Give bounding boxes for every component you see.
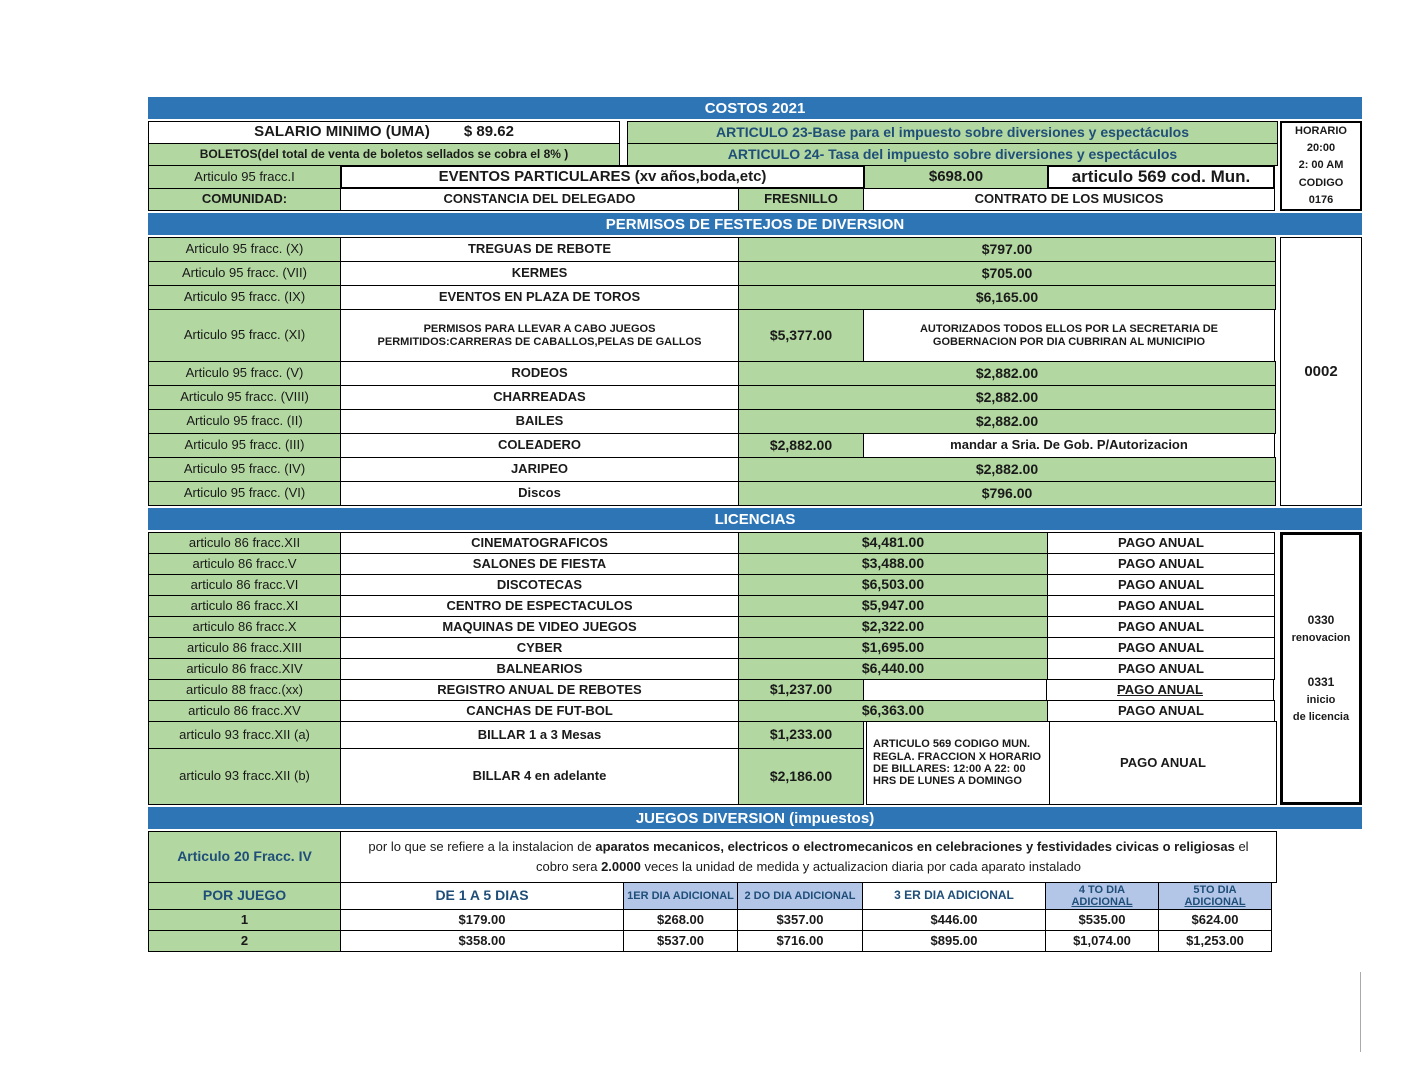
articulo-cell: articulo 93 fracc.XII (a) [148, 721, 341, 749]
eventos-particulares-row [148, 165, 1278, 189]
permisos-section [148, 237, 1362, 506]
concepto-cell: TREGUAS DE REBOTE [340, 237, 739, 262]
juegos-data-row [148, 930, 1278, 952]
articulo-cell: articulo 93 fracc.XII (b) [148, 748, 341, 805]
precio-cell: $2,882.00 [738, 409, 1276, 434]
articulo-cell: Articulo 95 fracc. (V) [148, 361, 341, 386]
precio-cell: $4,481.00 [738, 532, 1048, 554]
salario-value: $ 89.62 [463, 123, 514, 141]
concepto-cell: CYBER [340, 637, 739, 659]
codigo-0002: 0002 [1304, 362, 1338, 380]
pago-anual-cell: PAGO ANUAL [1047, 553, 1275, 575]
juegos-header-row [148, 882, 1278, 910]
desc-text-bold: 2.0000 [601, 859, 641, 875]
header-por-juego: POR JUEGO [148, 882, 341, 910]
precio-cell: $796.00 [738, 481, 1276, 506]
permiso-row [148, 237, 1278, 262]
salario-label: SALARIO MINIMO (UMA) [254, 123, 430, 141]
permisos-banner: PERMISOS DE FESTEJOS DE DIVERSION [148, 213, 1362, 235]
permiso-row [148, 285, 1278, 310]
precio-cell: $3,488.00 [738, 553, 1048, 575]
concepto-cell: JARIPEO [340, 457, 739, 482]
concepto-cell: BILLAR 1 a 3 Mesas [340, 721, 739, 749]
articulo-cell: articulo 86 fracc.XIV [148, 658, 341, 680]
concepto-line: PERMISOS PARA LLEVAR A CABO JUEGOS [423, 323, 656, 336]
concepto-cell: CANCHAS DE FUT-BOL [340, 700, 739, 722]
articulo-cell: articulo 86 fracc.XIII [148, 637, 341, 659]
desc-text: el cobro sera [536, 839, 1249, 875]
billar-row-a [148, 721, 866, 749]
contrato-musicos-cell: CONTRATO DE LOS MUSICOS [863, 188, 1275, 211]
concepto-cell: CENTRO DE ESPECTACULOS [340, 595, 739, 617]
precio-cell: $895.00 [862, 930, 1046, 952]
articulo-cell: articulo 86 fracc.XI [148, 595, 341, 617]
precio-cell: $1,237.00 [738, 679, 864, 701]
billar-rows [148, 721, 866, 805]
fresnillo-cell: FRESNILLO [738, 188, 864, 211]
precio-cell: $1,233.00 [738, 721, 864, 749]
precio-cell: $624.00 [1158, 909, 1272, 931]
articulo-cell: Articulo 95 fracc. (VIII) [148, 385, 341, 410]
precio-cell: $1,253.00 [1158, 930, 1272, 952]
pago-anual-cell: PAGO ANUAL [1047, 616, 1275, 638]
concepto-cell: DISCOTECAS [340, 574, 739, 596]
articulo-cell: articulo 86 fracc.X [148, 616, 341, 638]
juegos-banner: JUEGOS DIVERSION (impuestos) [148, 807, 1362, 829]
header-dia3: 3 ER DIA ADICIONAL [862, 882, 1046, 910]
permiso-row [148, 409, 1278, 434]
articulo-cell: Articulo 95 fracc. (III) [148, 433, 341, 458]
empty-cell [863, 679, 1047, 701]
articulo-cell: articulo 86 fracc.XV [148, 700, 341, 722]
articulo-cell: Articulo 95 fracc. (IX) [148, 285, 341, 310]
articulo-cell: Articulo 95 fracc. (XI) [148, 309, 341, 362]
articulo-cell: Articulo 95 fracc. (X) [148, 237, 341, 262]
concepto-line: PERMITIDOS:CARRERAS DE CABALLOS,PELAS DE GALLOS [377, 335, 702, 348]
concepto-cell: CINEMATOGRAFICOS [340, 532, 739, 554]
pago-anual-cell: PAGO ANUAL [1049, 721, 1277, 805]
precio-cell: $2,882.00 [738, 457, 1276, 482]
precio-cell: $5,377.00 [738, 309, 864, 362]
precio-cell: $797.00 [738, 237, 1276, 262]
precio-cell: $1,695.00 [738, 637, 1048, 659]
juegos-data-row [148, 909, 1278, 931]
precio-cell: $358.00 [340, 930, 624, 952]
licencia-row [148, 574, 1278, 596]
articulo-cell: articulo 88 fracc.(xx) [148, 679, 341, 701]
licencia-row [148, 658, 1278, 680]
nota-line: HRS DE LUNES A DOMINGO [873, 775, 1022, 788]
precio-cell: $2,882.00 [738, 361, 1276, 386]
codigo-municipal-cell: articulo 569 cod. Mun. [1047, 165, 1275, 189]
concepto-cell: BILLAR 4 en adelante [340, 748, 739, 805]
header-dia4 [1045, 882, 1159, 910]
permiso-row [148, 385, 1278, 410]
pago-anual-text: PAGO ANUAL [1117, 681, 1203, 697]
concepto-cell: COLEADERO [340, 433, 739, 458]
permiso-row [148, 361, 1278, 386]
precio-cell: $5,947.00 [738, 595, 1048, 617]
billar-horario-nota-cell [866, 721, 1050, 805]
header-line: ADICIONAL [1184, 896, 1246, 908]
articulo-cell: Articulo 95 fracc.I [148, 165, 341, 189]
pago-anual-cell: PAGO ANUAL [1047, 595, 1275, 617]
salario-row [148, 121, 1278, 144]
pago-anual-cell: PAGO ANUAL [1047, 658, 1275, 680]
desc-text-bold: aparatos mecanicos, electricos o electromecanicos en celebraciones y festividades civicas o religiosas [595, 839, 1235, 854]
concepto-cell: BALNEARIOS [340, 658, 739, 680]
articulo-24-cell: ARTICULO 24- Tasa del impuesto sobre diversiones y espectáculos [627, 143, 1278, 166]
licencia-row [148, 637, 1278, 659]
header-dia5 [1158, 882, 1272, 910]
header-dia1: 1ER DIA ADICIONAL [623, 882, 738, 910]
boletos-cell: BOLETOS(del total de venta de boletos sellados se cobra el 8% ) [148, 143, 620, 166]
pago-anual-cell: PAGO ANUAL [1047, 700, 1275, 722]
nota-line: DE BILLARES: 12:00 A 22: 00 [873, 763, 1026, 775]
header-dia2: 2 DO DIA ADICIONAL [737, 882, 863, 910]
permiso-row-coleadero [148, 433, 1278, 458]
right-rail [1278, 532, 1362, 805]
concepto-cell: MAQUINAS DE VIDEO JUEGOS [340, 616, 739, 638]
juegos-section [148, 831, 1362, 952]
header-line: 4 TO DIA [1078, 883, 1126, 896]
precio-cell: $6,363.00 [738, 700, 1048, 722]
precio-cell: $2,186.00 [738, 748, 864, 805]
precio-cell: $716.00 [737, 930, 863, 952]
concepto-cell [340, 309, 739, 362]
right-rail [1278, 237, 1362, 506]
precio-cell: $357.00 [737, 909, 863, 931]
licencia-row [148, 595, 1278, 617]
horario-line: HORARIO [1295, 125, 1347, 138]
precio-cell: $535.00 [1045, 909, 1159, 931]
right-rail [1278, 121, 1362, 211]
comunidad-row [148, 188, 1278, 211]
constancia-cell: CONSTANCIA DEL DELEGADO [340, 188, 739, 211]
nota-line: GOBERNACION POR DIA CUBRIRAN AL MUNICIPIO [932, 335, 1206, 348]
horario-line: 2: 00 AM [1298, 159, 1344, 172]
nota-autorizacion-cell [863, 309, 1275, 362]
juegos-descripcion-row [148, 831, 1278, 883]
cantidad-cell: 1 [148, 909, 341, 931]
divider [620, 143, 627, 166]
articulo-cell: articulo 86 fracc.V [148, 553, 341, 575]
precio-cell: $2,882.00 [738, 433, 864, 458]
concepto-cell: EVENTOS EN PLAZA DE TOROS [340, 285, 739, 310]
nota-gobernacion-cell: mandar a Sria. De Gob. P/Autorizacion [863, 433, 1275, 458]
precio-cell: $446.00 [862, 909, 1046, 931]
descripcion-cell [340, 831, 1277, 883]
licencias-section [148, 532, 1362, 805]
evento-nombre-cell: EVENTOS PARTICULARES (xv años,boda,etc) [340, 165, 865, 189]
codigo-0331-label: inicio [1306, 693, 1336, 706]
header-1a5-dias: DE 1 A 5 DIAS [340, 882, 624, 910]
billar-block [148, 721, 1278, 805]
title-banner: COSTOS 2021 [148, 97, 1362, 119]
precio-cell: $2,882.00 [738, 385, 1276, 410]
articulo-cell: Articulo 95 fracc. (IV) [148, 457, 341, 482]
permiso-row [148, 457, 1278, 482]
codigo-0002-box [1280, 237, 1362, 506]
codigos-licencia-box [1280, 532, 1362, 805]
licencia-row-rebotes [148, 679, 1278, 701]
articulo-cell: articulo 86 fracc.VI [148, 574, 341, 596]
articulo-cell: Articulo 95 fracc. (II) [148, 409, 341, 434]
desc-text: por lo que se refiere a la instalacion de [368, 839, 596, 854]
licencia-row [148, 616, 1278, 638]
concepto-cell: REGISTRO ANUAL DE REBOTES [340, 679, 739, 701]
nota-line: REGLA. FRACCION X HORARIO [873, 750, 1042, 763]
precio-cell: $268.00 [623, 909, 738, 931]
precio-cell: $6,440.00 [738, 658, 1048, 680]
precio-cell: $6,165.00 [738, 285, 1276, 310]
billar-row-b [148, 748, 866, 805]
permiso-row [148, 261, 1278, 286]
comunidad-label-cell: COMUNIDAD: [148, 188, 341, 211]
header-line: ADICIONAL [1071, 896, 1133, 908]
precio-cell: $705.00 [738, 261, 1276, 286]
permiso-row-juegos-permitidos [148, 309, 1278, 362]
horario-line: 0176 [1308, 193, 1334, 206]
precio-cell: $6,503.00 [738, 574, 1048, 596]
concepto-cell: BAILES [340, 409, 739, 434]
horario-line: 20:00 [1306, 142, 1336, 155]
permiso-row [148, 481, 1278, 506]
concepto-cell: SALONES DE FIESTA [340, 553, 739, 575]
sheet-body [148, 96, 1362, 954]
nota-line: AUTORIZADOS TODOS ELLOS POR LA SECRETARIA DE [919, 323, 1219, 336]
desc-text: veces la unidad de medida y actualizacion diaria por cada aparato instalado [640, 859, 1081, 875]
horario-line: CODIGO [1298, 176, 1344, 189]
nota-line: ARTICULO 569 CODIGO MUN. [873, 738, 1031, 751]
licencia-row [148, 700, 1278, 722]
boletos-row [148, 143, 1278, 166]
codigo-0330-label: renovacion [1291, 631, 1351, 644]
concepto-cell: Discos [340, 481, 739, 506]
header-line: 5TO DIA [1193, 883, 1237, 896]
salario-minimo-cell [148, 121, 620, 144]
precio-cell: $537.00 [623, 930, 738, 952]
licencia-row [148, 532, 1278, 554]
articulo-cell: Articulo 20 Fracc. IV [148, 831, 341, 883]
pago-anual-cell: PAGO ANUAL [1047, 532, 1275, 554]
concepto-cell: KERMES [340, 261, 739, 286]
horario-codigo-box [1280, 121, 1362, 211]
cantidad-cell: 2 [148, 930, 341, 952]
licencia-row [148, 553, 1278, 575]
articulo-cell: articulo 86 fracc.XII [148, 532, 341, 554]
articulo-cell: Articulo 95 fracc. (VII) [148, 261, 341, 286]
licencias-banner: LICENCIAS [148, 508, 1362, 530]
articulo-cell: Articulo 95 fracc. (VI) [148, 481, 341, 506]
precio-cell: $1,074.00 [1045, 930, 1159, 952]
pago-anual-cell: PAGO ANUAL [1047, 637, 1275, 659]
precio-cell: $179.00 [340, 909, 624, 931]
codigo-0331-label2: de licencia [1292, 710, 1350, 723]
articulo-23-cell: ARTICULO 23-Base para el impuesto sobre diversiones y espectáculos [627, 121, 1278, 144]
precio-cell: $2,322.00 [738, 616, 1048, 638]
divider [620, 121, 627, 144]
codigo-0330: 0330 [1307, 613, 1335, 628]
precio-cell: $698.00 [864, 165, 1048, 189]
concepto-cell: CHARREADAS [340, 385, 739, 410]
concepto-cell: RODEOS [340, 361, 739, 386]
top-section [148, 121, 1362, 211]
codigo-0331: 0331 [1307, 674, 1335, 689]
sheet-edge-line [1360, 972, 1361, 1052]
pago-anual-cell [1046, 679, 1274, 701]
pago-anual-cell: PAGO ANUAL [1047, 574, 1275, 596]
